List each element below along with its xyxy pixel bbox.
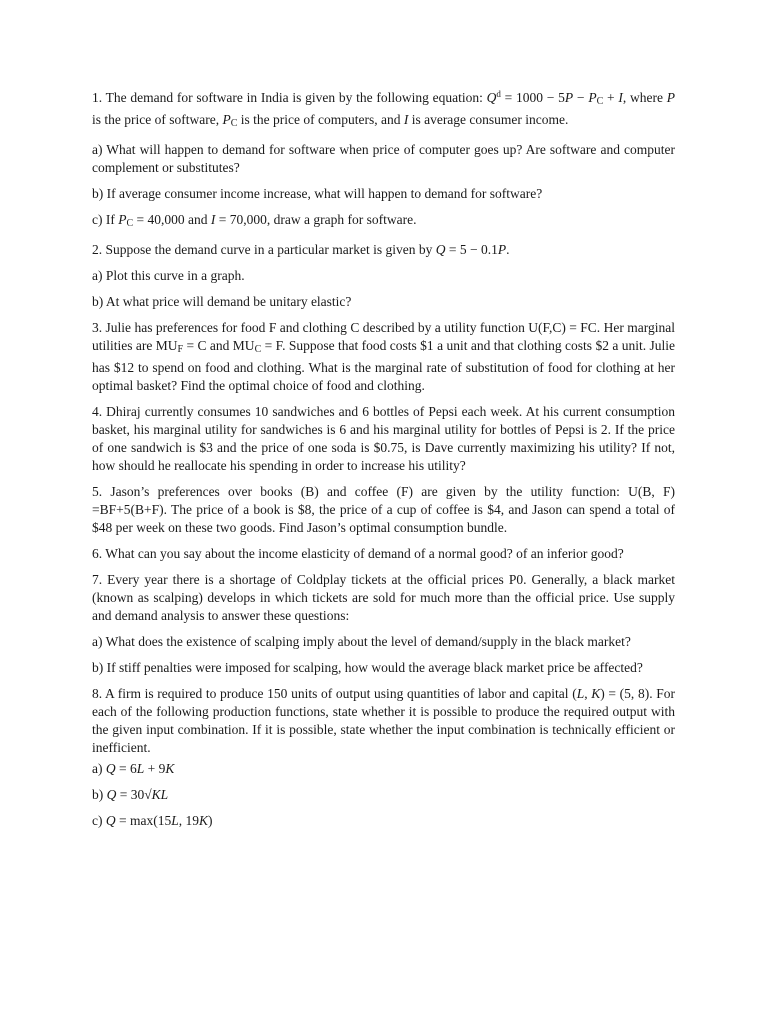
subscript-c: C: [126, 218, 134, 229]
var-q: Q: [486, 90, 497, 105]
var-pc: P: [118, 212, 127, 227]
text: c): [92, 813, 106, 828]
text: = 70,000, draw a graph for software.: [215, 212, 417, 227]
var-p: P: [666, 90, 675, 105]
text: −: [573, 90, 589, 105]
var-q: Q: [105, 813, 116, 828]
question-2b: b) At what price will demand be unitary elastic?: [92, 294, 352, 309]
question-7a: a) What does the existence of scalping imply about the level of demand/supply in the black market?: [92, 634, 631, 649]
text: 3. Julie has preferences for food F and clothing C described by a utility function U(F,C) = FC. Her marginal utilities are MU: [92, 320, 675, 353]
question-1c: [92, 211, 675, 233]
text: +: [603, 90, 619, 105]
text: ) = (5, 8). For each of the following production functions, state whether it is possible to produce the required output with the given input combination. If it is possible, state whether the input combination is technically efficient or inefficient.: [92, 686, 675, 755]
var-kl: KL: [151, 787, 169, 802]
subscript-c: C: [254, 344, 262, 355]
var-i: I: [403, 112, 409, 127]
var-pc: P: [588, 90, 597, 105]
var-l: L: [171, 813, 179, 828]
text: , 19: [178, 813, 199, 828]
text: c) If: [92, 212, 119, 227]
text: , where: [622, 90, 667, 105]
text: + 9: [144, 761, 166, 776]
question-1b: b) If average consumer income increase, what will happen to demand for software?: [92, 186, 543, 201]
var-p: P: [564, 90, 574, 105]
var-i: I: [618, 90, 623, 105]
text: = 40,000 and: [133, 212, 211, 227]
text: = 5 − 0.1: [445, 242, 498, 257]
subscript-c: C: [230, 118, 238, 129]
question-8: [92, 685, 675, 757]
subscript-f: F: [177, 344, 184, 355]
var-i: I: [210, 212, 216, 227]
var-q: Q: [106, 787, 117, 802]
text: = 1000 − 5: [500, 90, 565, 105]
question-6: 6. What can you say about the income elasticity of demand of a normal good? of an inferior good?: [92, 546, 624, 561]
question-2a: a) Plot this curve in a graph.: [92, 268, 245, 283]
var-pc: P: [222, 112, 231, 127]
question-5: 5. Jason’s preferences over books (B) and coffee (F) are given by the utility function: U(B, F) =BF+5(B+F). The price of a book is $8, the price of a cup of coffee is $4, and Jason can spend a total of $48 per week on these two goods. Find Jason’s optimal consumption bundle.: [92, 484, 675, 535]
text: 2. Suppose the demand curve in a particular market is given by: [92, 242, 436, 257]
text: .: [506, 242, 510, 257]
var-l: L: [136, 761, 145, 776]
subscript-c: C: [596, 96, 604, 107]
question-2: [92, 241, 675, 259]
text: 8. A firm is required to produce 150 units of output using quantities of labor and capital (: [92, 686, 577, 701]
var-q: Q: [435, 242, 446, 257]
question-7b: b) If stiff penalties were imposed for scalping, how would the average black market price be affected?: [92, 660, 643, 675]
question-8a: [92, 760, 675, 778]
question-1a: a) What will happen to demand for software when price of computer goes up? Are software and computer complement or substitutes?: [92, 142, 675, 175]
question-7: 7. Every year there is a shortage of Coldplay tickets at the official prices P0. Generally, a black market (known as scalping) develops in which tickets are sold for much more than the official price. Use supply and demand analysis to answer these questions:: [92, 572, 675, 623]
text: 1. The demand for software in India is given by the following equation:: [92, 90, 487, 105]
text: is the price of software,: [92, 112, 223, 127]
text: ): [208, 813, 213, 828]
var-k: K: [591, 686, 601, 701]
text: a): [92, 761, 106, 776]
text: = 6: [115, 761, 137, 776]
text: ,: [584, 686, 592, 701]
question-8c: [92, 812, 675, 830]
question-1: [92, 85, 675, 133]
document-body: [92, 85, 675, 838]
text: = C and MU: [183, 338, 255, 353]
text: = 30√: [116, 787, 152, 802]
var-p: P: [497, 242, 507, 257]
var-q: Q: [105, 761, 116, 776]
var-l: L: [576, 686, 585, 701]
question-4: 4. Dhiraj currently consumes 10 sandwiches and 6 bottles of Pepsi each week. At his current consumption basket, his marginal utility for sandwiches is 6 and his marginal utility for bottles of Pepsi is 2. If the price of one sandwich is $3 and the price of one soda is $0.75, is Dave currently maximizing his utility? If not, how should he reallocate his spending in order to increase his utility?: [92, 404, 675, 473]
var-k: K: [165, 761, 175, 776]
text: is average consumer income.: [408, 112, 569, 127]
text: = max(15: [115, 813, 172, 828]
text: is the price of computers, and: [237, 112, 404, 127]
text: = F. Suppose that food costs $1 a unit and that clothing costs $2 a unit. Julie has $12 to spend on food and clothing. What is the marginal rate of substitution of food for clothing at her optimal basket? Find the optimal choice of food and clothing.: [92, 338, 675, 393]
var-k: K: [199, 813, 209, 828]
question-3: [92, 319, 675, 395]
superscript-d: d: [496, 89, 501, 99]
question-8b: [92, 786, 675, 804]
text: b): [92, 787, 107, 802]
